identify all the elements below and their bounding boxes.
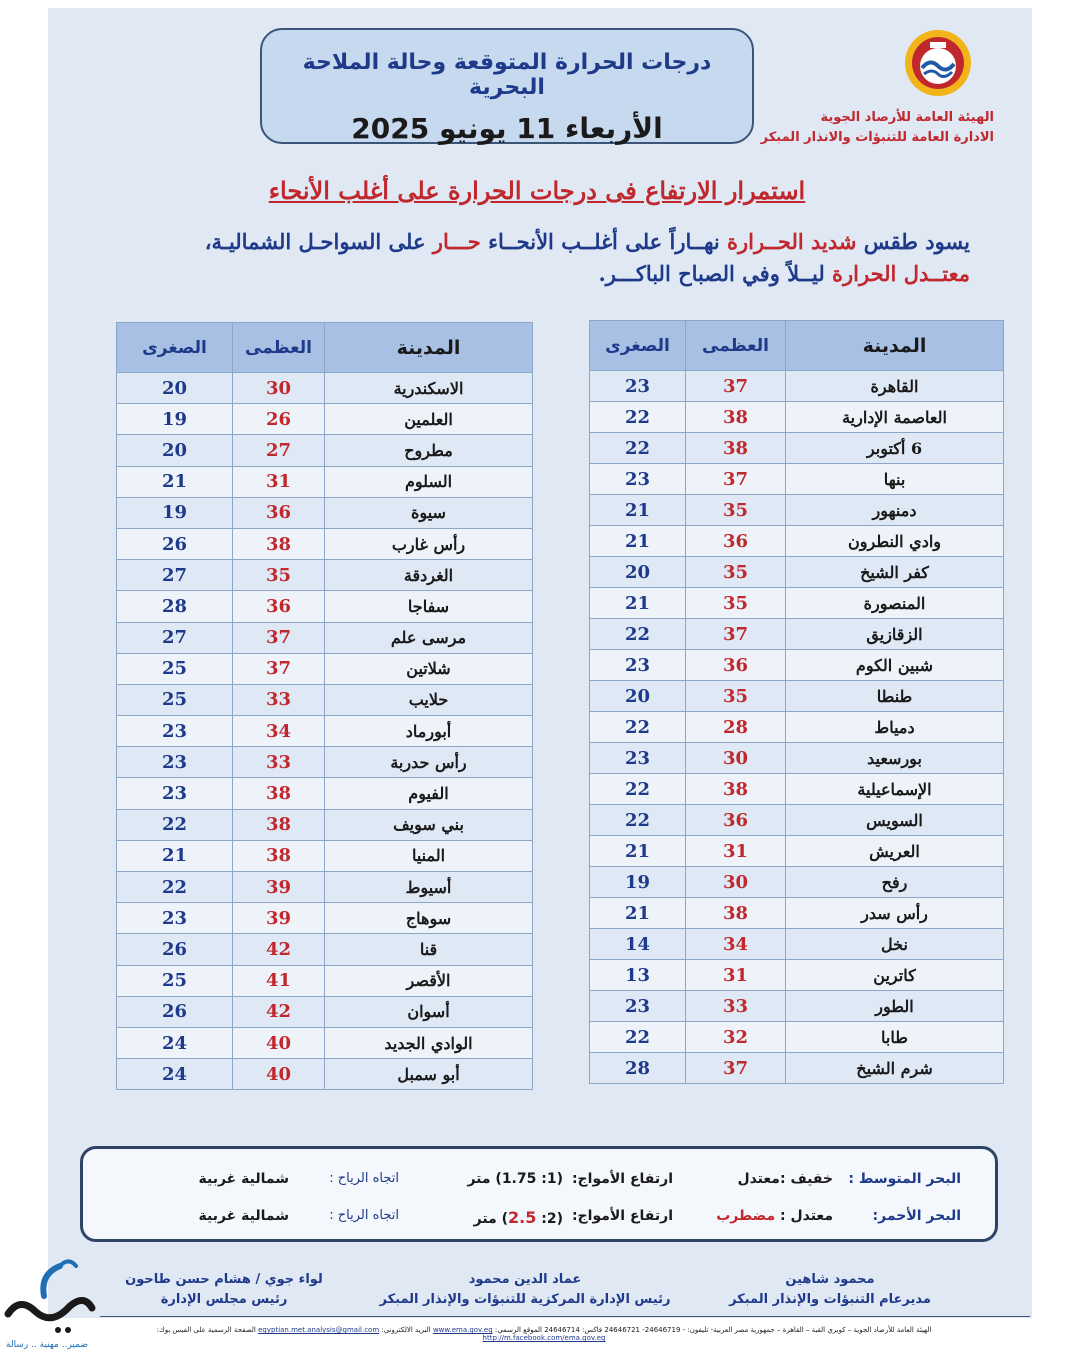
footer-contact: [104, 1326, 984, 1342]
city-cell: الأقصر: [325, 965, 533, 996]
table-row: [590, 712, 1004, 743]
table-row: [590, 898, 1004, 929]
min-temp-cell: 23: [590, 743, 686, 774]
city-cell: أسيوط: [325, 872, 533, 903]
table-row: [117, 1027, 533, 1058]
table-row: [590, 495, 1004, 526]
city-cell: دمياط: [786, 712, 1004, 743]
min-temp-cell: 23: [117, 716, 233, 747]
organization-name: [761, 108, 994, 148]
min-temp-cell: 28: [590, 1053, 686, 1084]
min-temp-cell: 23: [590, 650, 686, 681]
city-cell: السلوم: [325, 466, 533, 497]
city-cell: الوادي الجديد: [325, 1027, 533, 1058]
min-temp-cell: 23: [590, 991, 686, 1022]
min-temp-cell: 22: [117, 809, 233, 840]
min-temp-cell: 19: [590, 867, 686, 898]
table-row: [117, 872, 533, 903]
min-temp-cell: 21: [590, 526, 686, 557]
table-row: [117, 840, 533, 871]
city-cell: طنطا: [786, 681, 1004, 712]
min-temp-cell: 26: [117, 996, 233, 1027]
table-row: [117, 809, 533, 840]
city-cell: الاسكندرية: [325, 373, 533, 404]
wave-height-label: ارتفاع الأمواج:: [571, 1171, 673, 1187]
table-row: [117, 466, 533, 497]
summary-part: ليــلاً وفي الصباح الباكـــر.: [598, 261, 833, 286]
col-header-city: المدينة: [325, 323, 533, 373]
table-row: [117, 778, 533, 809]
table-row: [590, 774, 1004, 805]
table-row: [117, 1059, 533, 1090]
max-temp-cell: 38: [233, 809, 325, 840]
city-cell: المنصورة: [786, 588, 1004, 619]
max-temp-cell: 34: [686, 929, 786, 960]
temperature-table-left: [116, 322, 533, 1090]
max-temp-cell: 38: [233, 778, 325, 809]
max-temp-cell: 37: [686, 464, 786, 495]
min-temp-cell: 19: [117, 497, 233, 528]
min-temp-cell: 24: [117, 1027, 233, 1058]
city-cell: قنا: [325, 934, 533, 965]
table-row: [117, 903, 533, 934]
table-row: [117, 560, 533, 591]
col-header-city: المدينة: [786, 321, 1004, 371]
city-cell: دمنهور: [786, 495, 1004, 526]
max-temp-cell: 30: [233, 373, 325, 404]
title-box: [260, 28, 754, 144]
min-temp-cell: 22: [590, 619, 686, 650]
city-cell: سفاجا: [325, 591, 533, 622]
min-temp-cell: 20: [117, 435, 233, 466]
org-line1: الهيئة العامة للأرصاد الجوية: [820, 110, 994, 125]
city-cell: حلايب: [325, 684, 533, 715]
min-temp-cell: 21: [590, 588, 686, 619]
city-cell: بني سويف: [325, 809, 533, 840]
city-cell: سيوة: [325, 497, 533, 528]
max-temp-cell: 33: [233, 747, 325, 778]
wave-height-value: [474, 1208, 563, 1227]
table-row: [117, 497, 533, 528]
min-temp-cell: 21: [590, 495, 686, 526]
min-temp-cell: 23: [117, 747, 233, 778]
table-row: [117, 996, 533, 1027]
max-temp-cell: 42: [233, 934, 325, 965]
min-temp-cell: 23: [590, 464, 686, 495]
table-row: [590, 743, 1004, 774]
sea-name: البحر الأحمر:: [872, 1208, 961, 1224]
summary-highlight: شديد الحــرارة: [727, 229, 857, 254]
min-temp-cell: 26: [117, 934, 233, 965]
min-temp-cell: 25: [117, 965, 233, 996]
min-temp-cell: 21: [590, 836, 686, 867]
min-temp-cell: 25: [117, 653, 233, 684]
table-row: [590, 526, 1004, 557]
city-cell: كاترين: [786, 960, 1004, 991]
table-row: [117, 528, 533, 559]
wave-height-label: ارتفاع الأمواج:: [571, 1208, 673, 1224]
city-cell: المنيا: [325, 840, 533, 871]
footer-mail-label: البريد الالكتروني:: [379, 1326, 433, 1334]
max-temp-cell: 41: [233, 965, 325, 996]
table-row: [590, 557, 1004, 588]
min-temp-cell: 23: [117, 903, 233, 934]
signature-name: عماد الدين محمود: [468, 1272, 582, 1287]
city-cell: سوهاج: [325, 903, 533, 934]
city-cell: بورسعيد: [786, 743, 1004, 774]
city-cell: شلاتين: [325, 653, 533, 684]
table-row: [590, 681, 1004, 712]
city-cell: القاهرة: [786, 371, 1004, 402]
footer-facebook-link[interactable]: http://m.facebook.com/ema.gov.eg: [482, 1334, 606, 1342]
city-cell: أبورماد: [325, 716, 533, 747]
city-cell: الغردقة: [325, 560, 533, 591]
min-temp-cell: 23: [590, 371, 686, 402]
footer-fb-label: الصفحة الرسمية على الفيس بوك:: [156, 1326, 259, 1334]
table-row: [590, 371, 1004, 402]
max-temp-cell: 36: [233, 497, 325, 528]
wave-height-value: [467, 1171, 563, 1187]
wave-pre: (1:: [536, 1171, 563, 1187]
max-temp-cell: 38: [686, 774, 786, 805]
org-line2: الادارة العامة للتنبؤات والانذار المبكر: [760, 130, 994, 145]
max-temp-cell: 31: [686, 836, 786, 867]
table-row: [117, 591, 533, 622]
summary-highlight: معتــدل الحرارة: [832, 261, 970, 286]
max-temp-cell: 42: [233, 996, 325, 1027]
watermark: [0, 1256, 100, 1363]
min-temp-cell: 26: [117, 528, 233, 559]
min-temp-cell: 21: [117, 466, 233, 497]
footer-divider: [100, 1316, 1030, 1317]
table-row: [117, 934, 533, 965]
table-row: [590, 836, 1004, 867]
max-temp-cell: 32: [686, 1022, 786, 1053]
min-temp-cell: 22: [117, 872, 233, 903]
table-row: [590, 867, 1004, 898]
table-row: [590, 960, 1004, 991]
footer-text: الهيئة العامة للأرصاد الجوية – كوبري القبة – القاهرة – جمهورية مصر العربية- تليفون: - 24646719- 24646721 فاكس: 24646714 الموقع الرسمي:: [492, 1326, 932, 1334]
wind-direction-label: اتجاه الرياح :: [329, 1208, 399, 1223]
min-temp-cell: 23: [117, 778, 233, 809]
table-row: [590, 929, 1004, 960]
signature-name: لواء جوي / هشام حسن طاحون: [125, 1272, 323, 1287]
max-temp-cell: 36: [686, 650, 786, 681]
table-row: [590, 650, 1004, 681]
city-cell: طابا: [786, 1022, 1004, 1053]
bulletin-date: الأربعاء 11 يونيو 2025: [351, 112, 663, 145]
city-cell: مرسى علم: [325, 622, 533, 653]
city-cell: الزقازيق: [786, 619, 1004, 650]
max-temp-cell: 31: [686, 960, 786, 991]
wave-post: ) متر: [467, 1171, 502, 1187]
col-header-max: العظمى: [233, 323, 325, 373]
min-temp-cell: 24: [117, 1059, 233, 1090]
max-temp-cell: 38: [233, 528, 325, 559]
max-temp-cell: 30: [686, 867, 786, 898]
min-temp-cell: 25: [117, 684, 233, 715]
table-row: [590, 464, 1004, 495]
max-temp-cell: 40: [233, 1027, 325, 1058]
table-row: [590, 991, 1004, 1022]
footer-mail-link[interactable]: egyptian.met.analysis@gmail.com: [258, 1326, 380, 1334]
min-temp-cell: 19: [117, 404, 233, 435]
city-cell: 6 أكتوبر: [786, 433, 1004, 464]
max-temp-cell: 33: [233, 684, 325, 715]
signature-title: مديرعام التنبؤات والإنذار المبكر: [729, 1292, 931, 1307]
col-header-min: الصغرى: [590, 321, 686, 371]
table-row: [117, 373, 533, 404]
city-cell: الطور: [786, 991, 1004, 1022]
min-temp-cell: 20: [117, 373, 233, 404]
min-temp-cell: 28: [117, 591, 233, 622]
min-temp-cell: 22: [590, 712, 686, 743]
city-cell: مطروح: [325, 435, 533, 466]
table-row: [590, 1022, 1004, 1053]
signature-title: رئيس الإدارة المركزية للتنبؤات والإنذار المبكر: [379, 1292, 671, 1307]
table-row: [117, 716, 533, 747]
weather-summary: [110, 226, 970, 290]
city-cell: الإسماعيلية: [786, 774, 1004, 805]
table-row: [117, 404, 533, 435]
city-cell: الفيوم: [325, 778, 533, 809]
ema-logo-icon: [903, 28, 973, 98]
sea-state: [737, 1171, 833, 1187]
city-cell: رفح: [786, 867, 1004, 898]
max-temp-cell: 27: [233, 435, 325, 466]
table-row: [117, 684, 533, 715]
max-temp-cell: 36: [686, 526, 786, 557]
city-cell: العاصمة الإدارية: [786, 402, 1004, 433]
bulletin-title: درجات الحرارة المتوقعة وحالة الملاحة البحرية: [302, 50, 712, 100]
watermark-tagline: ضمير.. مهنية .. رسالة: [6, 1340, 88, 1350]
max-temp-cell: 28: [686, 712, 786, 743]
max-temp-cell: 31: [233, 466, 325, 497]
max-temp-cell: 30: [686, 743, 786, 774]
wave-number: 2.5: [508, 1208, 537, 1227]
min-temp-cell: 21: [117, 840, 233, 871]
max-temp-cell: 37: [686, 619, 786, 650]
max-temp-cell: 37: [686, 1053, 786, 1084]
sea-row-red-sea: [83, 1202, 995, 1232]
max-temp-cell: 38: [686, 433, 786, 464]
max-temp-cell: 26: [233, 404, 325, 435]
signature-block-3: [104, 1270, 344, 1310]
headline: استمرار الارتفاع فى درجات الحرارة على أغلب الأنحاء: [268, 176, 806, 205]
max-temp-cell: 35: [686, 681, 786, 712]
city-cell: كفر الشيخ: [786, 557, 1004, 588]
city-cell: شرم الشيخ: [786, 1053, 1004, 1084]
max-temp-cell: 39: [233, 872, 325, 903]
summary-part: نهــاراً على أغلــب الأنحــاء: [480, 229, 728, 254]
temperature-table-right: [589, 320, 1004, 1084]
table-row: [590, 805, 1004, 836]
city-cell: العريش: [786, 836, 1004, 867]
table-row: [117, 747, 533, 778]
max-temp-cell: 40: [233, 1059, 325, 1090]
table-row: [590, 433, 1004, 464]
city-cell: رأس حدربة: [325, 747, 533, 778]
max-temp-cell: 39: [233, 903, 325, 934]
min-temp-cell: 22: [590, 805, 686, 836]
summary-part: على السواحـل الشماليـة،: [204, 229, 433, 254]
wave-pre: (2:: [536, 1211, 563, 1227]
signature-name: محمود شاهين: [785, 1272, 875, 1287]
min-temp-cell: 22: [590, 402, 686, 433]
alhorya-logo-icon: [0, 1256, 100, 1342]
min-temp-cell: 14: [590, 929, 686, 960]
signature-block-2: [360, 1270, 690, 1310]
max-temp-cell: 35: [233, 560, 325, 591]
max-temp-cell: 38: [233, 840, 325, 871]
city-cell: أبو سمبل: [325, 1059, 533, 1090]
footer-site-link[interactable]: www.ema.gov.eg: [432, 1326, 493, 1334]
sea-state-a: معتدل :: [775, 1208, 833, 1224]
sea-name: البحر المتوسط :: [848, 1171, 961, 1187]
signature-title: رئيس مجلس الإدارة: [160, 1292, 288, 1307]
marine-conditions-box: [80, 1146, 998, 1242]
table-row: [590, 1053, 1004, 1084]
wave-number: 1.75: [501, 1171, 537, 1187]
sea-state: [716, 1208, 833, 1224]
min-temp-cell: 21: [590, 898, 686, 929]
max-temp-cell: 36: [233, 591, 325, 622]
col-header-min: الصغرى: [117, 323, 233, 373]
max-temp-cell: 37: [686, 371, 786, 402]
city-cell: السويس: [786, 805, 1004, 836]
wave-post: ) متر: [473, 1211, 509, 1227]
min-temp-cell: 13: [590, 960, 686, 991]
table-row: [117, 622, 533, 653]
max-temp-cell: 33: [686, 991, 786, 1022]
wind-direction-label: اتجاه الرياح :: [329, 1171, 399, 1186]
sea-state-b: مضطرب: [716, 1208, 776, 1224]
sea-row-mediterranean: [83, 1165, 995, 1195]
max-temp-cell: 36: [686, 805, 786, 836]
max-temp-cell: 38: [686, 898, 786, 929]
sea-state-b: معتدل: [737, 1171, 780, 1187]
max-temp-cell: 35: [686, 557, 786, 588]
city-cell: بنها: [786, 464, 1004, 495]
max-temp-cell: 35: [686, 588, 786, 619]
city-cell: نخل: [786, 929, 1004, 960]
wind-direction-value: شمالية غربية: [198, 1208, 289, 1224]
min-temp-cell: 27: [117, 560, 233, 591]
city-cell: رأس غارب: [325, 528, 533, 559]
city-cell: العلمين: [325, 404, 533, 435]
table-row: [590, 402, 1004, 433]
min-temp-cell: 22: [590, 774, 686, 805]
max-temp-cell: 37: [233, 622, 325, 653]
city-cell: أسوان: [325, 996, 533, 1027]
max-temp-cell: 38: [686, 402, 786, 433]
table-row: [117, 653, 533, 684]
table-row: [117, 965, 533, 996]
sea-state-a: خفيف :: [779, 1171, 833, 1187]
table-row: [590, 619, 1004, 650]
city-cell: وادي النطرون: [786, 526, 1004, 557]
summary-highlight: حـــار: [432, 229, 481, 254]
min-temp-cell: 20: [590, 681, 686, 712]
max-temp-cell: 37: [233, 653, 325, 684]
table-row: [117, 435, 533, 466]
min-temp-cell: 20: [590, 557, 686, 588]
signature-block-1: [700, 1270, 960, 1310]
city-cell: شبين الكوم: [786, 650, 1004, 681]
city-cell: رأس سدر: [786, 898, 1004, 929]
max-temp-cell: 34: [233, 716, 325, 747]
min-temp-cell: 22: [590, 433, 686, 464]
col-header-max: العظمى: [686, 321, 786, 371]
wind-direction-value: شمالية غربية: [198, 1171, 289, 1187]
summary-part: يسود طقس: [856, 229, 970, 254]
table-row: [590, 588, 1004, 619]
max-temp-cell: 35: [686, 495, 786, 526]
min-temp-cell: 27: [117, 622, 233, 653]
min-temp-cell: 22: [590, 1022, 686, 1053]
